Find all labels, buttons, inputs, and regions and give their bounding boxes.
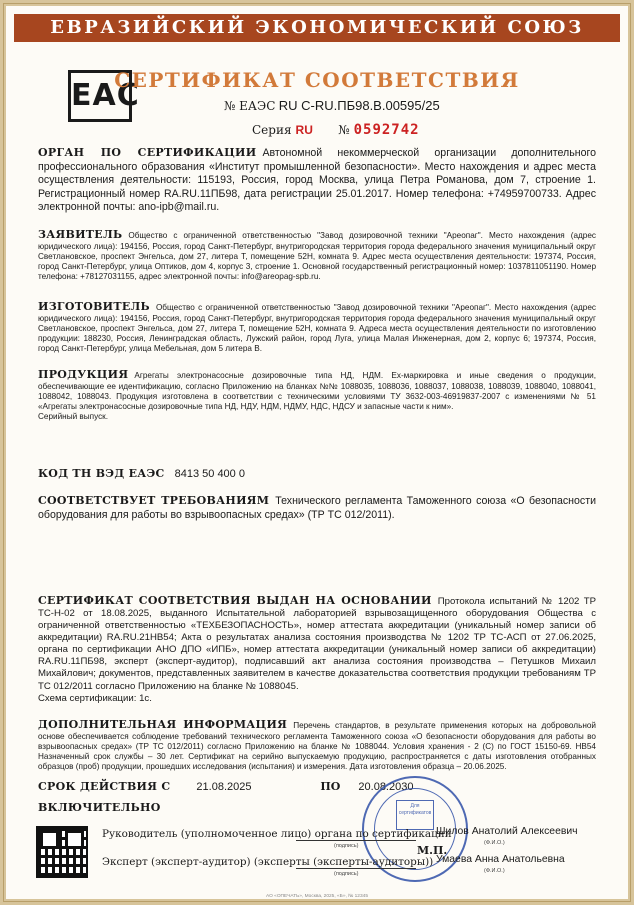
registration-number	[224, 98, 440, 113]
series-line	[252, 122, 420, 138]
validity-from: 21.08.2025	[196, 781, 252, 793]
kod-value: 8413 50 400 0	[174, 468, 245, 480]
expert-role: Эксперт (эксперт-аудитор) (эксперты (эксперты-аудиторы))	[102, 856, 434, 868]
conforms-text: Технического регламента Таможенного союза «О безопасности оборудования для работы во взрывоопасных средах» (ТР ТС 012/2011).	[38, 495, 596, 521]
validity-label: СРОК ДЕЙСТВИЯ С	[38, 780, 171, 793]
product-section	[38, 368, 596, 422]
series-code: RU	[295, 123, 313, 137]
head-role: Руководитель (уполномоченное лицо) органа по сертификации	[102, 828, 452, 840]
certificate-title: СЕРТИФИКАТ СООТВЕТСТВИЯ	[114, 68, 520, 92]
manufacturer-text: Общество с ограниченной ответственностью "Завод дозировочной техники "Ареопаг". Место нахождения (адрес юридического лица): 194156, Россия, город Санкт-Петербург, внутригородская территория города федерального значения муниципальный округ Светлановское, проспект Энгельса, дом 27, литера Т, помещение 52Н, комната 9. Адреса места осуществления деятельности по изготовлению продукции: 188230, Россия, Ленинградская область, Лужский район, город Луга, улица Малая Инженерная, дом 2, корпус 6; 197374, Россия, город Санкт-Петербург, улица Мебельная, дом 5 литера В.	[38, 303, 596, 354]
validity-to: 20.08.2030	[358, 781, 414, 793]
organ-text: Автономной некоммерческой организации дополнительного профессионального образования «Институт промышленной безопасности». Место нахождения и адрес места осуществления деятельности: 115193, Россия, город Москва, улица Петра Романова, дом 7, строение 1. Регистрационный номер RA.RU.11ПБ98, дата регистрации 25.01.2017. Номер телефона: +74959700733. Адрес электронной почты: ano-ipb@mail.ru.	[38, 147, 596, 214]
conforms-section	[38, 494, 596, 522]
head-sign-caption: (подпись)	[334, 843, 359, 849]
reg-label: № ЕАЭС	[224, 99, 276, 113]
head-signature-line	[296, 840, 416, 841]
organ-header: ОРГАН ПО СЕРТИФИКАЦИИ	[38, 146, 257, 159]
additional-header: ДОПОЛНИТЕЛЬНАЯ ИНФОРМАЦИЯ	[38, 718, 288, 731]
number-label: №	[338, 123, 350, 137]
head-fio-caption: (Ф.И.О.)	[484, 840, 505, 846]
product-text: Агрегаты электронасосные дозировочные типа НД, НДМ. Ex-маркировка и иные сведения о продукции, обеспечивающие ее идентификацию, согласно Приложению на бланках №№ 1088035, 1088036, 1088037, 1088038, 1088039, 1088040, 1088041, 1088042, 1088043. Продукция изготовлена в соответствии с техническими условиями ТУ 3632-003-46919837-2007 с изменениями № 51 «Агрегаты электронасосные дозировочные типа НД, НДУ, НДМ, НДМУ, НДС, НДСУ и запасные части к ним».	[38, 371, 596, 411]
printer-footer: АО «ОПЕЧАТЬ», Москва, 2025, «Б», № 12345	[266, 894, 368, 899]
expert-fio-caption: (Ф.И.О.)	[484, 868, 505, 874]
inclusive-label: ВКЛЮЧИТЕЛЬНО	[38, 801, 161, 814]
conforms-header: СООТВЕТСТВУЕТ ТРЕБОВАНИЯМ	[38, 494, 270, 507]
product-serial: Серийный выпуск.	[38, 412, 109, 422]
validity-to-label: ПО	[320, 780, 341, 793]
additional-section	[38, 718, 596, 772]
kod-line	[38, 467, 245, 480]
head-name: Шилов Анатолий Алексеевич	[436, 826, 578, 837]
stamp-inner-text: Для сертификатов	[396, 800, 434, 830]
qr-code	[36, 826, 88, 878]
additional-text: Перечень стандартов, в результате применения которых на добровольной основе обеспечивается соблюдение требований технического регламента Таможенного союза «О безопасности оборудования для работы во взрывоопасных средах» (ТР ТС 012/2011) согласно Приложению на бланке № 1088044. Условия хранения - 2 (С) по ГОСТ 15150-69. НВ54 Назначенный срок службы – 30 лет. Сертификат на серийно выпускаемую продукцию, распространяется с даты изготовления отобранных образцов (проб) продукции, прошедших исследования (испытания) и измерения. Дата изготовления образца – 20.06.2025.	[38, 721, 596, 772]
union-banner: ЕВРАЗИЙСКИЙ ЭКОНОМИЧЕСКИЙ СОЮЗ	[14, 14, 620, 42]
basis-section	[38, 594, 596, 705]
product-header: ПРОДУКЦИЯ	[38, 368, 129, 381]
basis-text: Протокола испытаний № 1202 ТР ТС-Н-02 от 18.08.2025, выданного Испытательной лабораторией взрывозащищенного оборудования Общества с ограниченной ответственностью «ТЕХБЕЗОПАСНОСТЬ», номер аттестата аккредитации (уникальный номер записи об аккредитации) RA.RU.21НВ54; Акта о результатах анализа состояния производства № 1202 ТР ТС-АСП от 27.06.2025, органа по сертификации АНО ДПО «ИПБ», номер аттестата аккредитации (уникальный номер записи об аккредитации) RA.RU.11ПБ98, эксперт (эксперт-аудитор), подписавший акт анализа состояния производства – Петушков Михаил Михайлович; документов, представленных заявителем в качестве доказательства соответствия продукции требованиям ТР ТС 012/2011 согласно Приложению на бланке № 1088045.	[38, 596, 596, 692]
basis-scheme: Схема сертификации: 1с.	[38, 692, 152, 704]
series-label: Серия	[252, 123, 292, 137]
blank-number: 0592742	[353, 122, 420, 138]
applicant-text: Общество с ограниченной ответственностью "Завод дозировочной техники "Ареопаг". Место нахождения (адрес юридического лица): 194156, Россия, город Санкт-Петербург, внутригородская территория города федерального значения муниципальный округ Светлановское, проспект Энгельса, дом 27, литера Т, помещение 52Н, комната 9. Адрес места осуществления деятельности: 197374, Россия, город Санкт-Петербург, улица Оптиков, дом 4, корпус 3, строение 1. Основной государственный регистрационный номер: 1037811051190. Номер телефона: +78127031155, адрес электронной почты: info@areopag-spb.ru.	[38, 231, 596, 282]
manufacturer-section	[38, 300, 596, 354]
reg-value: RU C-RU.ПБ98.В.00595/25	[278, 98, 440, 113]
applicant-header: ЗАЯВИТЕЛЬ	[38, 228, 123, 241]
applicant-section	[38, 228, 596, 282]
manufacturer-header: ИЗГОТОВИТЕЛЬ	[38, 300, 150, 313]
seal-place: М.П.	[417, 844, 448, 857]
expert-name: Умаева Анна Анатольевна	[436, 854, 565, 865]
eac-logo: EAC	[68, 70, 132, 122]
validity-line	[38, 780, 413, 793]
organ-section	[38, 146, 596, 215]
expert-signature-line	[296, 868, 416, 869]
expert-sign-caption: (подпись)	[334, 871, 359, 877]
basis-header: СЕРТИФИКАТ СООТВЕТСТВИЯ ВЫДАН НА ОСНОВАНИИ	[38, 594, 432, 607]
kod-header: КОД ТН ВЭД ЕАЭС	[38, 467, 165, 480]
